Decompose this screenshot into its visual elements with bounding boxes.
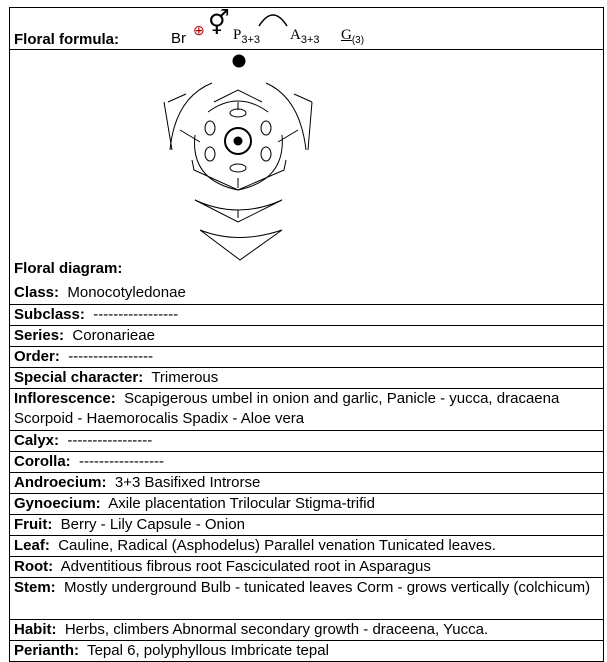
table-row xyxy=(10,283,603,304)
row-value: Berry - Lily Capsule - Onion xyxy=(60,516,245,533)
row-value: Axile placentation Trilocular Stigma-trifid xyxy=(108,495,375,512)
row-label: Perianth: xyxy=(14,642,80,659)
row-value: 3+3 Basifixed Introrse xyxy=(114,474,261,491)
bisexual-symbol: ⚥ xyxy=(208,10,230,37)
row-value: Mostly underground Bulb - tunicated leaves Corm - grows vertically (colchicum) xyxy=(64,579,591,596)
bract-symbol: Br xyxy=(171,30,186,47)
table-row xyxy=(10,430,603,451)
row-value: Monocotyledonae xyxy=(67,284,186,301)
row-label: Class: xyxy=(14,284,60,301)
table-row xyxy=(10,556,603,577)
androecium-symbol: $A_{3+3}$ xyxy=(290,27,320,46)
table-row xyxy=(10,535,603,556)
row-value: Herbs, climbers Abnormal secondary growth - draceena, Yucca. xyxy=(64,621,489,638)
row-label: Leaf: xyxy=(14,537,50,554)
row-label: Calyx: xyxy=(14,432,60,449)
row-value: Coronarieae xyxy=(72,327,155,344)
row-label: Special character: xyxy=(14,369,144,386)
floral-diagram-label: Floral diagram: xyxy=(14,260,123,277)
table-row xyxy=(10,367,603,388)
floral-formula-row xyxy=(10,8,603,49)
table-row xyxy=(10,577,603,619)
perianth-symbol: $P_{3+3}$ xyxy=(233,27,261,46)
row-label: Fruit: xyxy=(14,516,53,533)
actinomorphic-symbol: ⊕ xyxy=(193,22,205,38)
row-label: Inflorescence: xyxy=(14,390,116,407)
table-row xyxy=(10,493,603,514)
row-value: Trimerous xyxy=(151,369,219,386)
table-row xyxy=(10,388,603,430)
row-value: ----------------- xyxy=(93,306,179,323)
table-row xyxy=(10,304,603,325)
row-value: Cauline, Radical (Asphodelus) Parallel venation Tunicated leaves. xyxy=(58,537,496,554)
table-row xyxy=(10,325,603,346)
row-label: Androecium: xyxy=(14,474,107,491)
row-value: Scapigerous umbel in onion and garlic, Panicle - yucca, dracaena Scorpoid - Haemorocalis Spadix - Aloe vera xyxy=(14,390,560,427)
floral-diagram xyxy=(150,50,330,270)
row-label: Root: xyxy=(14,558,54,575)
row-value: Tepal 6, polyphyllous Imbricate tepal xyxy=(87,642,329,659)
epiphyllous-arc-icon xyxy=(255,10,295,28)
row-label: Order: xyxy=(14,348,60,365)
row-label: Habit: xyxy=(14,621,57,638)
gynoecium-symbol: $G_{(3)}$ xyxy=(341,27,365,46)
row-value: Adventitious fibrous root Fasciculated root in Asparagus xyxy=(60,558,431,575)
row-value: ----------------- xyxy=(67,432,153,449)
table-row xyxy=(10,346,603,367)
row-label: Subclass: xyxy=(14,306,85,323)
table-row xyxy=(10,472,603,493)
row-label: Gynoecium: xyxy=(14,495,101,512)
table-row xyxy=(10,451,603,472)
row-value: ----------------- xyxy=(79,453,164,470)
floral-diagram-row xyxy=(10,49,603,283)
row-label: Series: xyxy=(14,327,65,344)
floral-characters-table xyxy=(9,7,604,662)
table-row xyxy=(10,619,603,640)
table-row xyxy=(10,514,603,535)
floral-formula-label: Floral formula: xyxy=(14,31,120,48)
table-row xyxy=(10,640,603,661)
row-label: Stem: xyxy=(14,579,56,596)
row-value: ----------------- xyxy=(68,348,154,365)
floral-formula xyxy=(171,8,391,48)
row-label: Corolla: xyxy=(14,453,71,470)
